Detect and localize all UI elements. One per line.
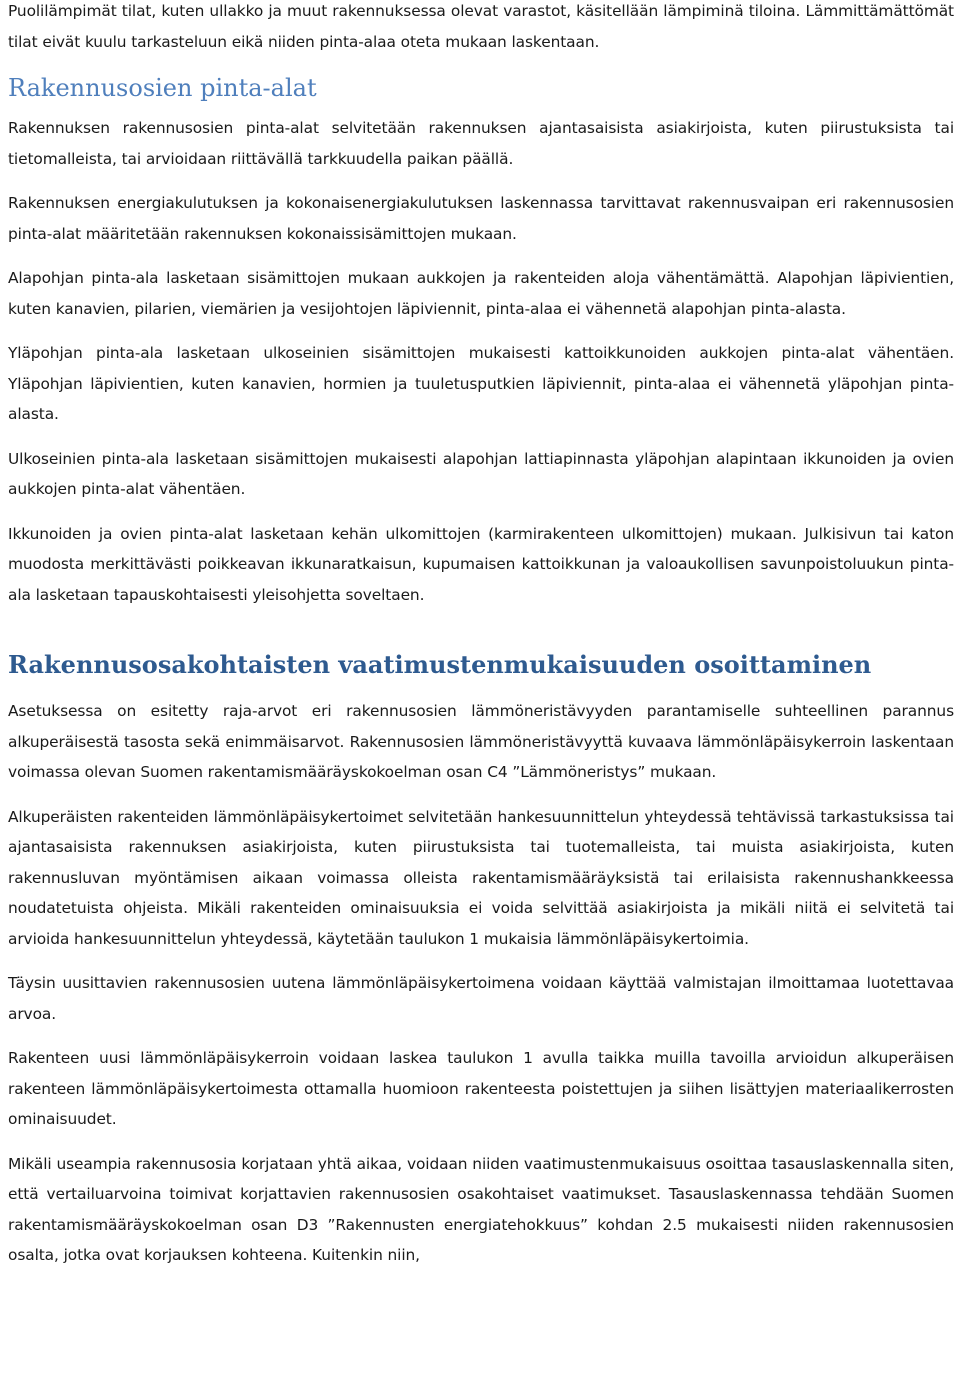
body-paragraph: Mikäli useampia rakennusosia korjataan yhtä aikaa, voidaan niiden vaatimustenmukaisuus osoittaa tasauslaskennalla siten, että vertailuarvoina toimivat korjattavien rakennusosien osakohtaiset vaatimukset. Tasauslaskennassa tehdään Suomen rakentamismääräyskokoelman osan D3 ”Rakennusten energiatehokkuus” kohdan 2.5 mukaisesti niiden rakennusosien osalta, jotka ovat korjauksen kohteena. Kuitenkin niin, bbox=[8, 1154, 954, 1264]
section-heading-rakennusosien-pinta-alat: Rakennusosien pinta-alat bbox=[8, 74, 317, 102]
body-paragraph: Ulkoseinien pinta-ala lasketaan sisämittojen mukaisesti alapohjan lattiapinnasta yläpohjan alapintaan ikkunoiden ja ovien aukkojen pinta-alat vähentäen. bbox=[8, 449, 954, 498]
body-paragraph: Rakennuksen rakennusosien pinta-alat selvitetään rakennuksen ajantasaisista asiakirjoista, kuten piirustuksista tai tietomalleista, tai arvioidaan riittävällä tarkkuudella paikan päällä. bbox=[8, 119, 954, 168]
body-paragraph: Yläpohjan pinta-ala lasketaan ulkoseinien sisämittojen mukaisesti kattoikkunoiden aukkojen pinta-alat vähentäen. Yläpohjan läpivientien, kuten kanavien, hormien ja tuuletusputkien läpiviennit, pinta-alaa ei vähennetä yläpohjan pinta-alasta. bbox=[8, 344, 954, 423]
document-page bbox=[8, 0, 954, 1285]
body-paragraph: Alkuperäisten rakenteiden lämmönläpäisykertoimet selvitetään hankesuunnittelun yhteydessä tehtävissä tarkastuksissa tai ajantasaisista rakennuksen asiakirjoista, kuten piirustuksista tai tuotemalleista, tai muista asiakirjoista, kuten rakennusluvan myöntämisen aikaan voimassa olleista rakentamismääräyksistä tai erilaisista rakennushankkeessa noudatetuista ohjeista. Mikäli rakenteiden ominaisuuksia ei voida selvittää asiakirjoista ja mikäli niitä ei selvitetä tai arvioida hankesuunnittelun yhteydessä, käytetään taulukon 1 mukaisia lämmönläpäisykertoimia. bbox=[8, 807, 954, 948]
body-paragraph: Asetuksessa on esitetty raja-arvot eri rakennusosien lämmöneristävyyden parantamiselle suhteellinen parannus alkuperäisestä tasosta sekä enimmäisarvot. Rakennusosien lämmöneristävyyttä kuvaava lämmönläpäisykerroin laskentaan voimassa olevan Suomen rakentamismääräyskokoelman osan C4 ”Lämmöneristys” mukaan. bbox=[8, 702, 954, 781]
body-paragraph: Ikkunoiden ja ovien pinta-alat lasketaan kehän ulkomittojen (karmirakenteen ulkomittojen) mukaan. Julkisivun tai katon muodosta merkittävästi poikkeavan ikkunaratkaisun, kupumaisen kattoikkunan ja valoaukollisen savunpoistoluukun pinta-ala lasketaan tapauskohtaisesti yleisohjetta soveltaen. bbox=[8, 524, 954, 604]
body-paragraph: Rakenteen uusi lämmönläpäisykerroin voidaan laskea taulukon 1 avulla taikka muilla tavoilla arvioidun alkuperäisen rakenteen lämmönläpäisykertoimesta ottamalla huomioon rakenteesta poistettujen ja siihen lisättyjen materiaalikerrosten ominaisuudet. bbox=[8, 1049, 954, 1128]
body-paragraph: Rakennuksen energiakulutuksen ja kokonaisenergiakulutuksen laskennassa tarvittavat rakennusvaipan eri rakennusosien pinta-alat määritetään rakennuksen kokonaissisämittojen mukaan. bbox=[8, 194, 954, 243]
section-heading-vaatimustenmukaisuus: Rakennusosakohtaisten vaatimustenmukaisuuden osoittaminen bbox=[8, 650, 872, 679]
body-paragraph: Puolilämpimät tilat, kuten ullakko ja muut rakennuksessa olevat varastot, käsitellään lämpiminä tiloina. Lämmittämättömät tilat eivät kuulu tarkasteluun eikä niiden pinta-alaa oteta mukaan laskentaan. bbox=[8, 2, 954, 51]
body-paragraph: Alapohjan pinta-ala lasketaan sisämittojen mukaan aukkojen ja rakenteiden aloja vähentämättä. Alapohjan läpivientien, kuten kanavien, pilarien, viemärien ja vesijohtojen läpiviennit, pinta-alaa ei vähennetä alapohjan pinta-alasta. bbox=[8, 269, 954, 318]
body-paragraph: Täysin uusittavien rakennusosien uutena lämmönläpäisykertoimena voidaan käyttää valmistajan ilmoittamaa luotettavaa arvoa. bbox=[8, 974, 954, 1023]
